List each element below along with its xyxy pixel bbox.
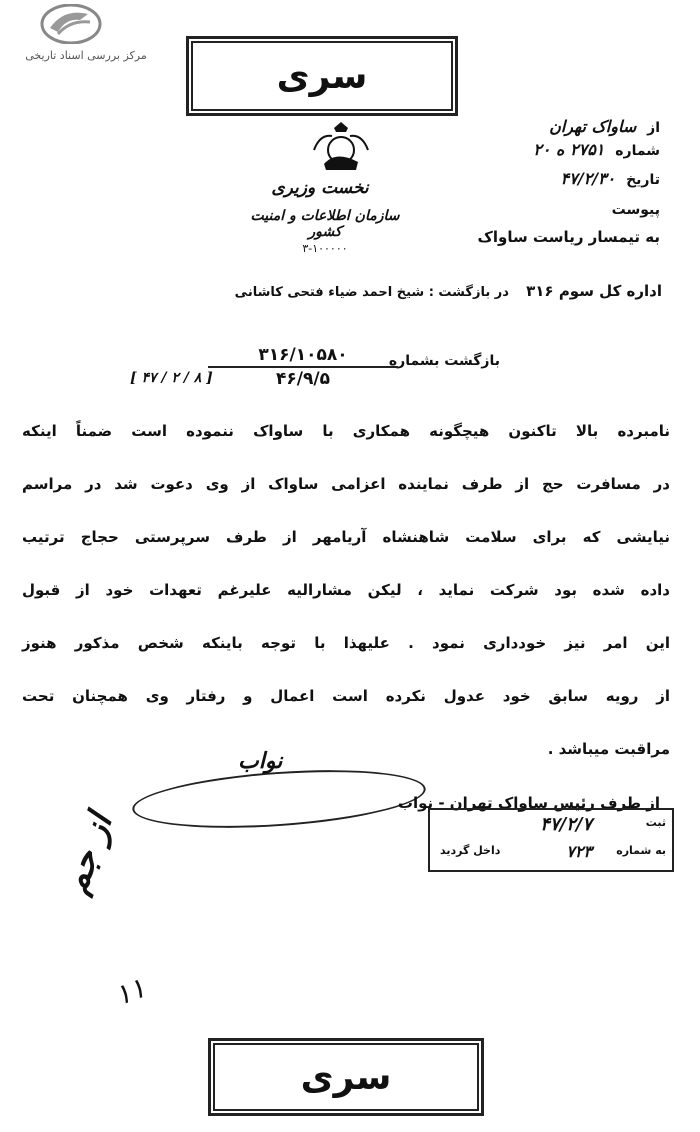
body-line: داده شده بود شرکت نماید ، لیکن مشارالیه علیرغم تعهدات خود از قبول: [22, 581, 670, 599]
header-attachment-label: پیوست: [611, 202, 660, 218]
signature-scribble: نواب: [238, 748, 283, 774]
letterhead-org-line1: نخست وزیری: [271, 178, 369, 198]
header-date: [360, 169, 660, 188]
receipt-label-number: به شماره: [616, 844, 666, 857]
signature-prefix: از طرف: [600, 794, 660, 812]
archive-center-logo-icon: [40, 4, 102, 44]
body-line: از رویه سابق خود عدول نکرده است اعمال و رفتار وی همچنان تحت: [22, 687, 670, 705]
body-line: در مسافرت حج از طرف نماینده اعزامی ساواک از وی دعوت شد در مراسم: [22, 475, 670, 493]
department-line: [62, 282, 662, 300]
header-date-value: ۴۷/۲/۳۰: [560, 169, 616, 188]
header-from-value: ساواک تهران: [549, 117, 637, 136]
header-number-value: ۲۷۵۱ ه ۲۰: [533, 140, 605, 159]
receipt-number: ۷۲۳: [566, 842, 592, 861]
handwritten-margin-note: از جم: [55, 808, 121, 899]
receipt-date: ۴۷/۲/۷: [540, 814, 592, 835]
signature-name: رئیس ساواک تهران - نواب: [397, 794, 595, 812]
header-attachment: [360, 202, 660, 218]
classification-stamp-top: سری: [186, 36, 458, 116]
header-number-label: شماره: [615, 143, 660, 159]
handwritten-reference-date: [ ۴۷ / ۲ / ۸ ]: [130, 370, 213, 386]
reference-label: بازگشت بشماره: [388, 353, 500, 369]
header-date-label: تاریخ: [626, 172, 660, 188]
letterhead-code: ۳-۱۰۰۰۰۰: [302, 242, 348, 255]
letterhead-org-line2: سازمان اطلاعات و امنیت کشور: [250, 208, 400, 240]
header-to-label: به: [645, 228, 660, 246]
classification-stamp-bottom: سری: [208, 1038, 484, 1116]
body-line: نامبرده بالا تاکنون هیچگونه همکاری با ساواک ننموده است ضمناً اینکه: [22, 422, 670, 440]
body-line: این امر نیز خودداری نمود . علیهذا با توجه باینکه شخص مذکور هنوز: [22, 634, 670, 652]
watermark-text: مرکز بررسی اسناد تاریخی: [25, 49, 147, 62]
receipt-label-entry: ثبت: [645, 816, 666, 829]
department-text: اداره کل سوم ۳۱۶: [526, 282, 662, 300]
header-from-label: از: [647, 120, 660, 136]
handwritten-page-number: ۱۱: [110, 970, 150, 1013]
reference-number: ۳۱۶/۱۰۵۸۰: [208, 345, 398, 368]
header-to-value: تیمسار ریاست ساواک: [477, 228, 641, 246]
header-from: [360, 117, 660, 136]
header-to: [360, 228, 660, 246]
department-subject: در بازگشت : شیخ احمد ضیاء فتحی کاشانی: [234, 285, 509, 300]
receipt-stamp: [428, 808, 674, 872]
reference-date: ۴۶/۹/۵: [276, 369, 330, 389]
receipt-received-text: داخل گردید: [440, 844, 501, 857]
body-line: مراقبت میباشد .: [547, 740, 670, 758]
reference-fraction: [208, 345, 398, 389]
header-number: [360, 140, 660, 159]
body-line: نیایشی که برای سلامت شاهنشاه آریامهر از طرف سرپرستی حجاج ترتیب: [22, 528, 670, 546]
